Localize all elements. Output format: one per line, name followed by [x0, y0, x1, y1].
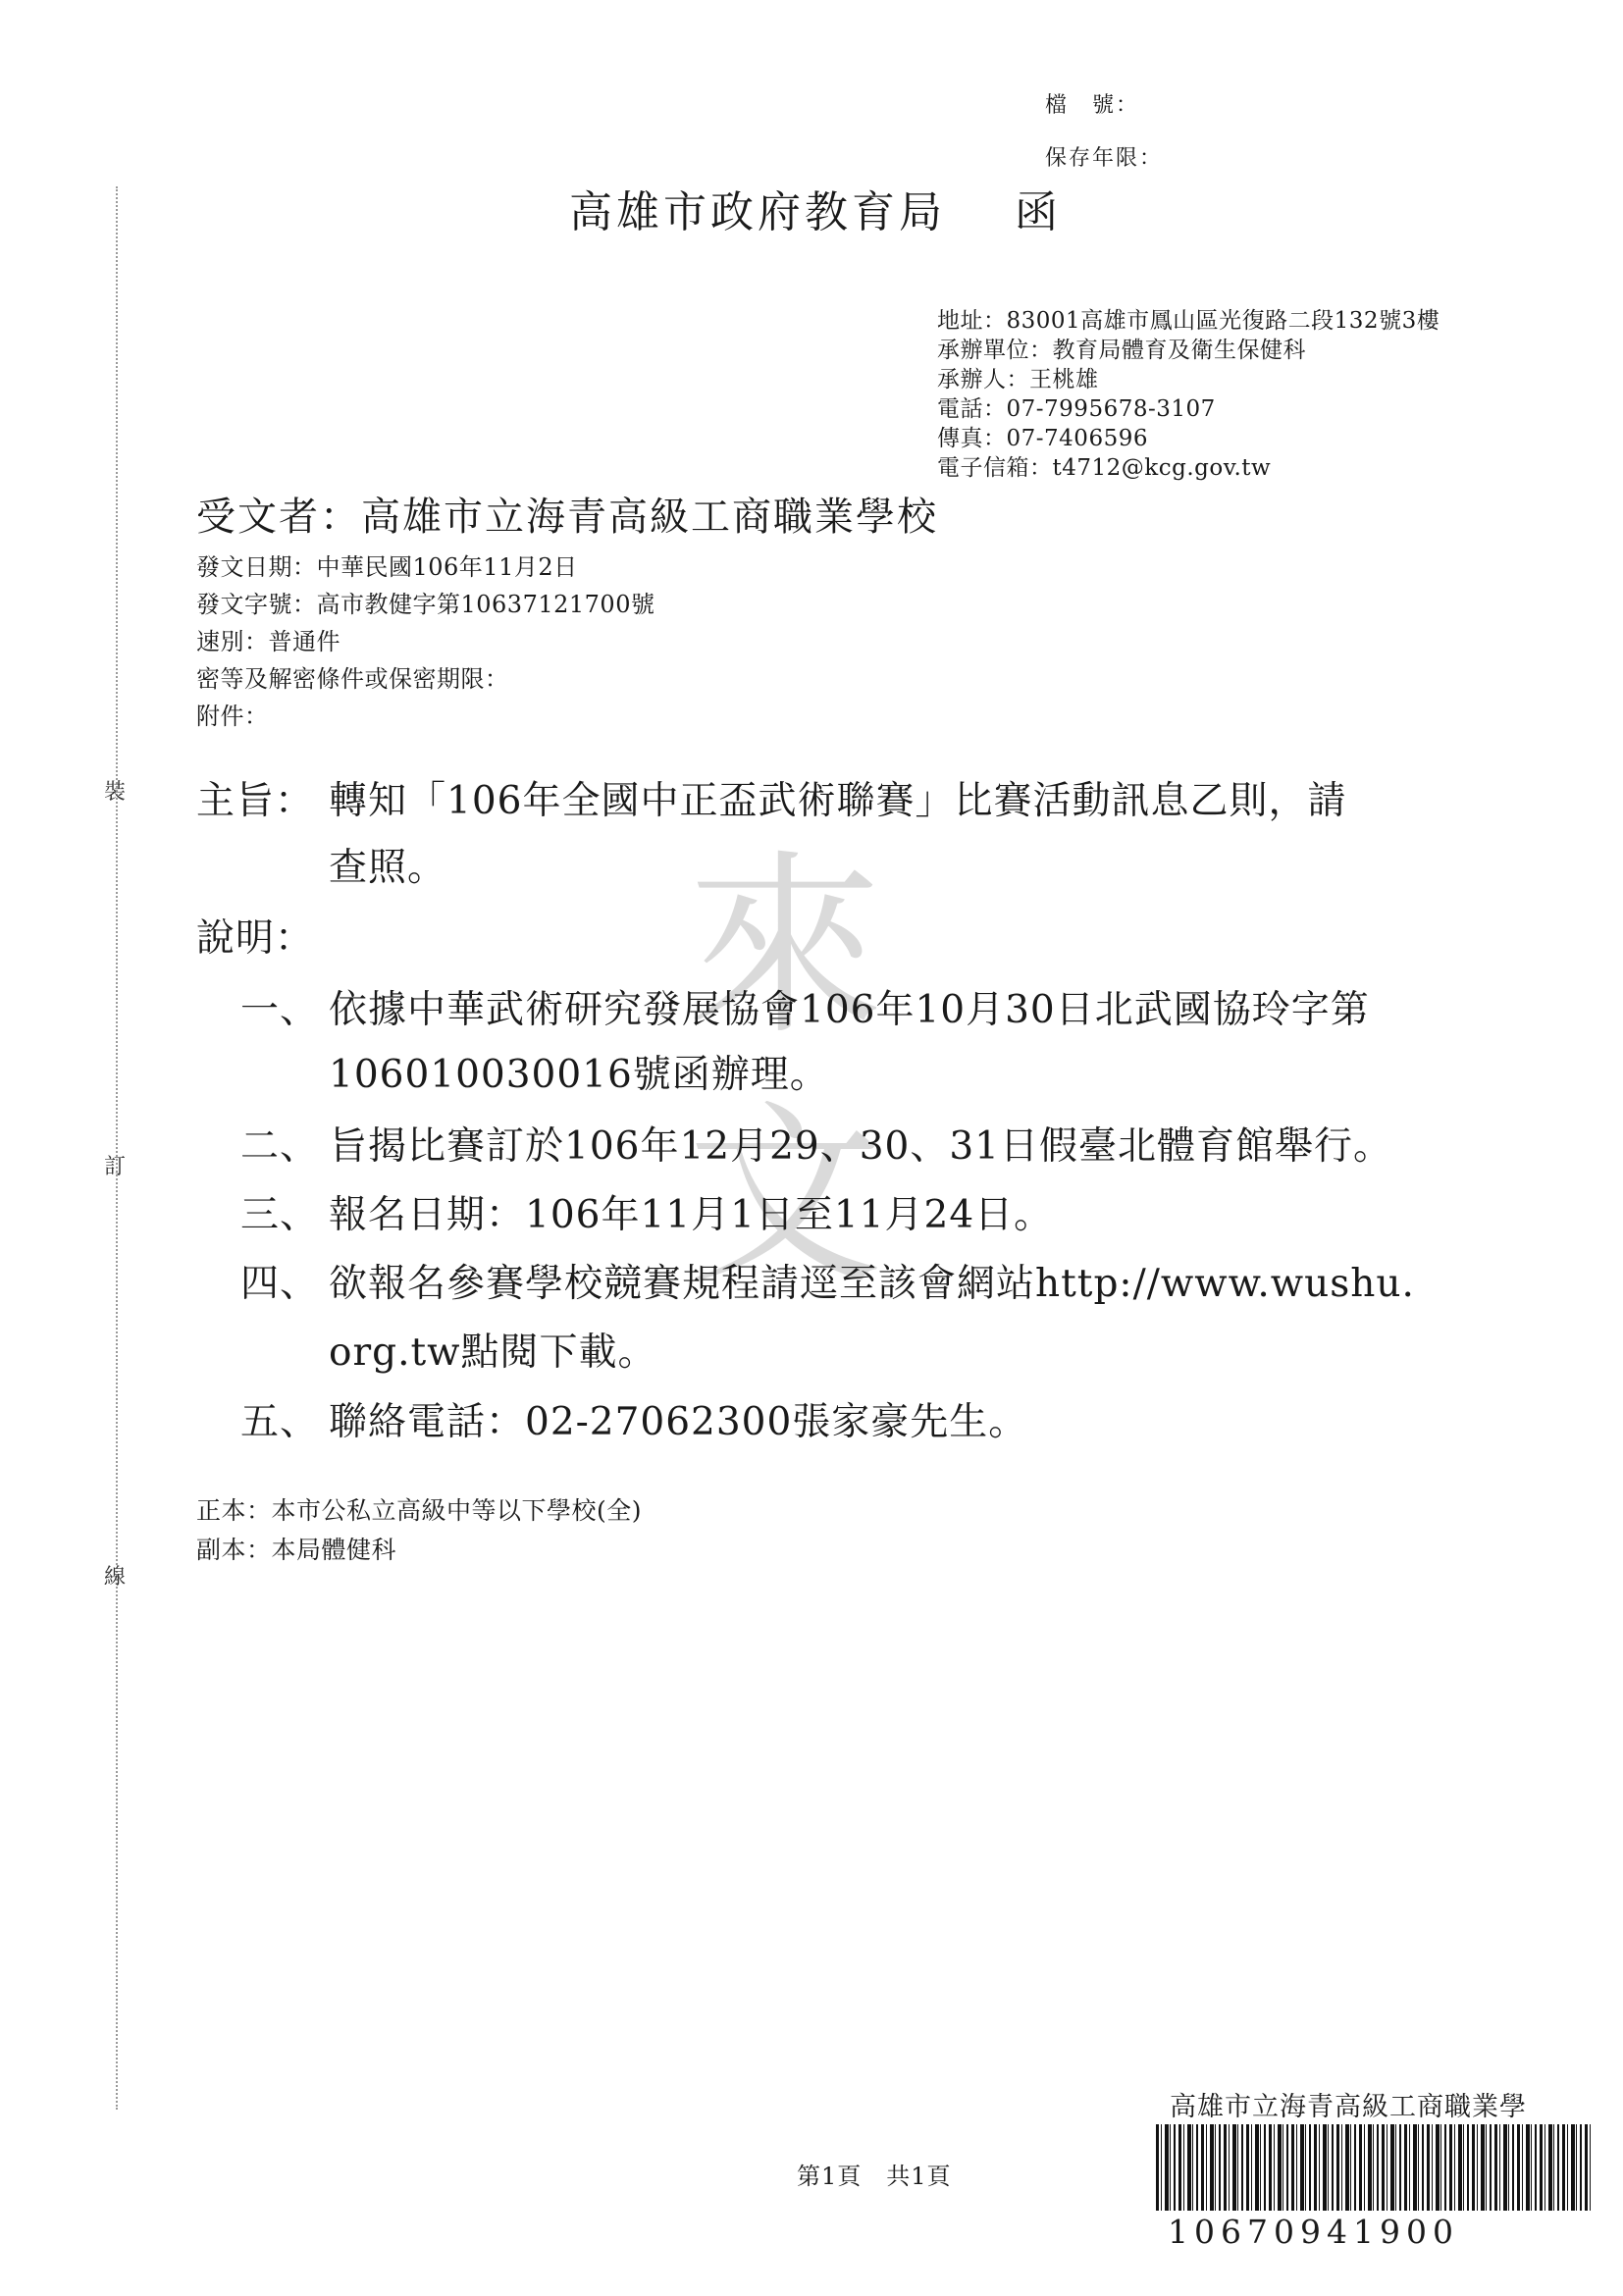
- item-2-number: 二、: [240, 1124, 320, 1169]
- item-1-number: 一、: [240, 988, 320, 1032]
- contact-address: 地址：83001高雄市鳳山區光復路二段132號3樓: [937, 308, 1440, 334]
- contact-fax: 傳真：07-7406596: [937, 426, 1148, 451]
- item-5-line-1: 聯絡電話：02-27062300張家豪先生。: [329, 1400, 1028, 1444]
- copy-recipients: 副本：本局體健科: [196, 1536, 397, 1564]
- subject-line-1: 轉知「106年全國中正盃武術聯賽」比賽活動訊息乙則，請: [329, 779, 1347, 823]
- item-4-line-1: 欲報名參賽學校競賽規程請逕至該會網站http://www.wushu.: [329, 1262, 1415, 1306]
- binding-line: [116, 186, 118, 2110]
- title-org: 高雄市政府教育局: [569, 187, 946, 237]
- subject-label: 主旨：: [196, 779, 315, 823]
- subject-line-2: 查照。: [329, 846, 447, 890]
- contact-person: 承辦人：王桃雄: [937, 367, 1099, 392]
- contact-phone: 電話：07-7995678-3107: [937, 396, 1216, 422]
- item-1-line-1: 依據中華武術研究發展協會106年10月30日北武國協玲字第: [329, 988, 1370, 1032]
- issue-number: 發文字號：高市教健字第10637121700號: [196, 591, 655, 618]
- item-5-number: 五、: [240, 1400, 320, 1444]
- item-1-line-2: 106010030016號函辦理。: [329, 1053, 829, 1097]
- contact-unit: 承辦單位：教育局體育及衛生保健科: [937, 338, 1306, 363]
- barcode-organization: 高雄市立海青高級工商職業學: [1170, 2092, 1527, 2122]
- recipient: 受文者：高雄市立海青高級工商職業學校: [196, 495, 938, 540]
- document-title: [569, 177, 1062, 239]
- contact-email: 電子信箱：t4712@kcg.gov.tw: [937, 455, 1272, 481]
- issue-secrecy: 密等及解密條件或保密期限：: [196, 665, 509, 693]
- page-number: 第1頁 共1頁: [797, 2163, 952, 2190]
- retention-label: 保存年限：: [1045, 146, 1164, 171]
- file-number-label: 檔 號：: [1045, 93, 1140, 118]
- original-recipients: 正本：本市公私立高級中等以下學校(全): [196, 1496, 643, 1525]
- issue-attachment: 附件：: [196, 703, 269, 730]
- explanation-label: 說明：: [196, 916, 315, 961]
- issue-speed: 速別：普通件: [196, 628, 340, 655]
- barcode-image: [1156, 2124, 1593, 2211]
- item-4-number: 四、: [240, 1262, 320, 1306]
- margin-mark-zhuang: 裝: [104, 780, 127, 805]
- item-2-line-1: 旨揭比賽訂於106年12月29、30、31日假臺北體育館舉行。: [329, 1124, 1392, 1169]
- issue-date: 發文日期：中華民國106年11月2日: [196, 553, 578, 581]
- received-stamp-wen: 文: [687, 1083, 884, 1312]
- margin-mark-ding: 訂: [104, 1155, 127, 1179]
- item-4-line-2: org.tw點閱下載。: [329, 1331, 657, 1375]
- barcode-number: 10670941900: [1168, 2213, 1459, 2251]
- title-type: 函: [1015, 187, 1062, 237]
- item-3-number: 三、: [240, 1193, 320, 1237]
- margin-mark-xian: 線: [104, 1565, 127, 1590]
- received-stamp-lai: 來: [687, 833, 884, 1062]
- item-3-line-1: 報名日期：106年11月1日至11月24日。: [329, 1193, 1054, 1237]
